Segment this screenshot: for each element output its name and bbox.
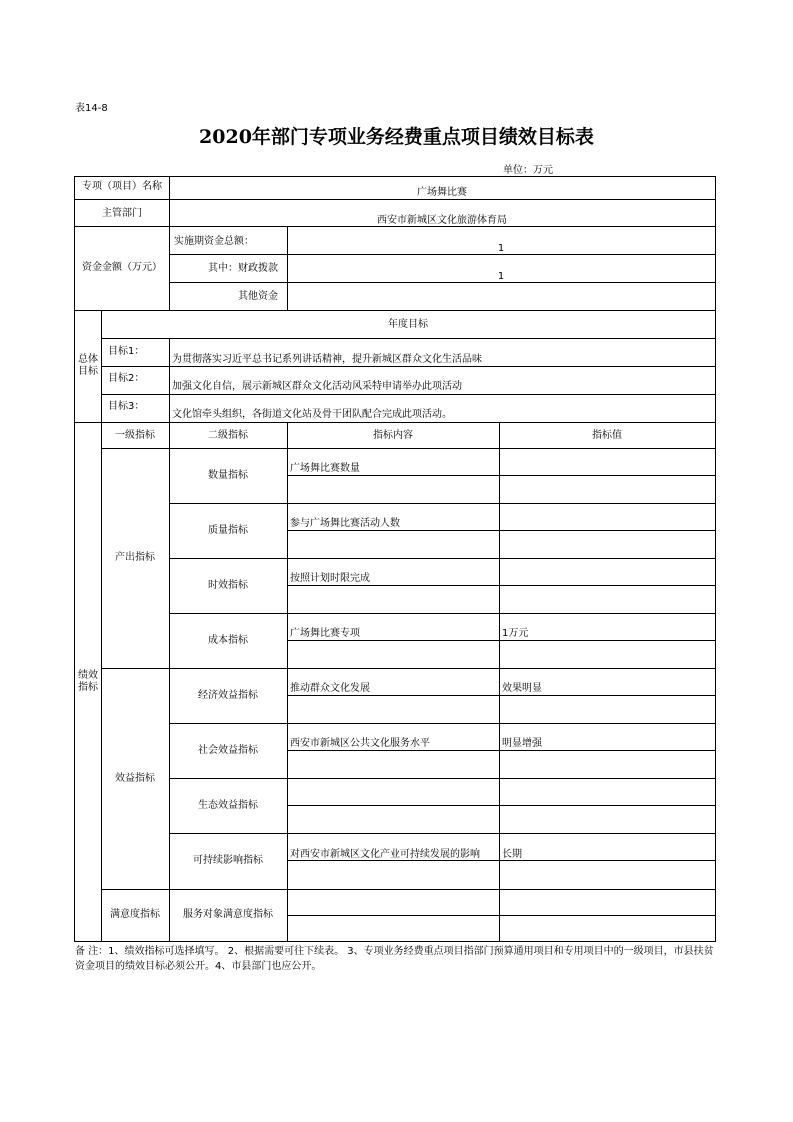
total-funds-value: 1 bbox=[497, 243, 505, 254]
level2-service-satisfaction: 服务对象满意度指标 bbox=[183, 909, 273, 920]
header-content: 指标内容 bbox=[373, 430, 413, 441]
footnote: 备 注：1、绩效指标可选择填写。 2、根据需要可往下续表。 3、专项业务经费重点项目指部门预算通用项目和专用项目中的一级项目，市县扶贫资金项目的绩效目标必须公开。4、市县部门也应公开。 bbox=[75, 946, 714, 972]
fiscal-funds-value: 1 bbox=[497, 271, 505, 282]
row-content: 广场舞比赛数量 bbox=[290, 463, 360, 474]
header-value: 指标值 bbox=[592, 430, 622, 441]
row-value: 1万元 bbox=[502, 628, 529, 639]
other-funds-label: 其他资金 bbox=[238, 291, 278, 302]
unit-label: 单位：万元 bbox=[503, 165, 553, 176]
indicators-section-label: 绩效指标 bbox=[78, 670, 98, 693]
row-value: 长期 bbox=[502, 849, 522, 860]
row-value: 明显增强 bbox=[502, 738, 542, 749]
level2-quantity: 数量指标 bbox=[208, 470, 248, 481]
header-level2: 二级指标 bbox=[208, 430, 248, 441]
level2-ecological: 生态效益指标 bbox=[198, 800, 258, 811]
goal-2-text: 加强文化自信，展示新城区群众文化活动风采特申请举办此项活动 bbox=[172, 381, 462, 392]
project-name-label: 专项（项目）名称 bbox=[82, 181, 162, 192]
level2-quality: 质量指标 bbox=[208, 525, 248, 536]
level1-output: 产出指标 bbox=[115, 552, 155, 563]
level2-economic: 经济效益指标 bbox=[198, 690, 258, 701]
goal-1-text: 为贯彻落实习近平总书记系列讲话精神，提升新城区群众文化生活品味 bbox=[172, 354, 482, 365]
performance-target-table bbox=[74, 176, 716, 942]
page-title: 2020年部门专项业务经费重点项目绩效目标表 bbox=[199, 126, 594, 148]
level1-benefit: 效益指标 bbox=[115, 773, 155, 784]
row-content: 对西安市新城区文化产业可持续发展的影响 bbox=[290, 849, 480, 860]
fiscal-funds-label: 其中：财政拨款 bbox=[208, 263, 278, 274]
level2-sustainable: 可持续影响指标 bbox=[193, 855, 263, 866]
row-content: 广场舞比赛专项 bbox=[290, 628, 360, 639]
level1-satisfaction: 满意度指标 bbox=[110, 909, 160, 920]
row-content: 西安市新城区公共文化服务水平 bbox=[290, 738, 430, 749]
header-level1: 一级指标 bbox=[115, 430, 155, 441]
funds-label: 资金金额（万元） bbox=[82, 262, 162, 273]
row-value: 效果明显 bbox=[502, 683, 542, 694]
row-content: 参与广场舞比赛活动人数 bbox=[290, 518, 400, 529]
table-code: 表14-8 bbox=[75, 103, 108, 114]
level2-social: 社会效益指标 bbox=[198, 745, 258, 756]
department-label: 主管部门 bbox=[102, 208, 142, 219]
goal-2-label: 目标2： bbox=[108, 373, 145, 384]
goal-1-label: 目标1： bbox=[108, 346, 145, 357]
overall-goal-label: 总体目标 bbox=[78, 354, 98, 377]
row-content: 按照计划时限完成 bbox=[290, 573, 370, 584]
goal-3-label: 目标3： bbox=[108, 401, 145, 412]
goal-3-text: 文化馆牵头组织，各街道文化站及骨干团队配合完成此项活动。 bbox=[172, 409, 452, 420]
project-name-value: 广场舞比赛 bbox=[417, 187, 467, 198]
total-funds-label: 实施期资金总额： bbox=[174, 236, 254, 247]
annual-goal-label: 年度目标 bbox=[388, 319, 428, 330]
row-content: 推动群众文化发展 bbox=[290, 683, 370, 694]
department-value: 西安市新城区文化旅游体育局 bbox=[377, 215, 507, 226]
level2-timeliness: 时效指标 bbox=[208, 580, 248, 591]
level2-cost: 成本指标 bbox=[208, 635, 248, 646]
